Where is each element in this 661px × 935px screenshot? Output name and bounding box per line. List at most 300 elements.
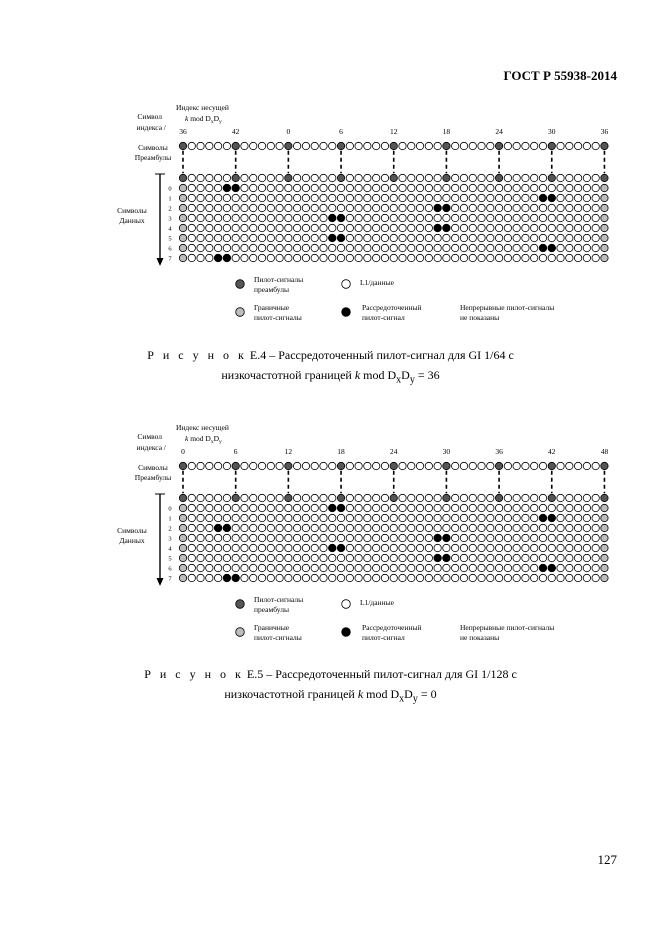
- data-cell: [408, 204, 415, 211]
- data-cell: [320, 254, 327, 261]
- data-cell: [250, 204, 257, 211]
- data-cell: [425, 254, 432, 261]
- figure-e5-caption-line1: [0, 664, 661, 684]
- formula-mod: mod D: [188, 434, 211, 443]
- data-cell: [504, 494, 511, 501]
- preamble-data-cell: [188, 462, 195, 469]
- data-cell: [451, 184, 458, 191]
- data-cell: [241, 554, 248, 561]
- data-cell: [311, 544, 318, 551]
- data-cell: [285, 564, 292, 571]
- data-cell: [346, 524, 353, 531]
- data-cell: [399, 504, 406, 511]
- edge-pilot-cell: [179, 554, 186, 561]
- preamble-pilot-cell: [285, 494, 292, 501]
- data-cell: [574, 174, 581, 181]
- data-cell: [399, 514, 406, 521]
- data-cell: [504, 574, 511, 581]
- legend-scattered-pilot-2: пилот-сигнал: [362, 313, 405, 322]
- data-cell: [539, 204, 546, 211]
- legend-preamble-pilots-2: преамбулы: [254, 605, 289, 614]
- legend-scattered-pilot-icon: [342, 628, 351, 637]
- data-cell: [478, 224, 485, 231]
- scattered-pilot-cell: [539, 194, 546, 201]
- data-cell: [574, 234, 581, 241]
- data-cell: [451, 524, 458, 531]
- edge-pilot-cell: [601, 204, 608, 211]
- data-cell: [390, 244, 397, 251]
- data-cell: [311, 514, 318, 521]
- data-cell: [460, 214, 467, 221]
- data-cell: [443, 184, 450, 191]
- scattered-pilot-cell: [329, 504, 336, 511]
- data-cell: [258, 234, 265, 241]
- data-cell: [302, 184, 309, 191]
- data-cell: [188, 524, 195, 531]
- edge-pilot-cell: [601, 504, 608, 511]
- data-cell: [548, 544, 555, 551]
- data-cell: [329, 204, 336, 211]
- carrier-index-title: Индекс несущей: [176, 103, 229, 112]
- data-cell: [451, 174, 458, 181]
- data-cell: [276, 174, 283, 181]
- symbol-index-label-2: индекса /: [136, 443, 166, 452]
- data-cell: [469, 564, 476, 571]
- data-cell: [399, 554, 406, 561]
- preamble-pilot-cell: [443, 142, 450, 149]
- data-cell: [478, 494, 485, 501]
- data-cell: [408, 544, 415, 551]
- data-cell: [592, 574, 599, 581]
- data-cell: [487, 204, 494, 211]
- data-cell: [583, 174, 590, 181]
- preamble-pilot-cell: [337, 462, 344, 469]
- data-cell: [355, 534, 362, 541]
- data-cell: [408, 504, 415, 511]
- scattered-pilot-cell: [337, 214, 344, 221]
- data-cell: [592, 254, 599, 261]
- data-cell: [293, 224, 300, 231]
- data-cell: [258, 254, 265, 261]
- data-cell: [302, 554, 309, 561]
- edge-pilot-cell: [179, 524, 186, 531]
- data-cell: [223, 174, 230, 181]
- preamble-data-cell: [416, 462, 423, 469]
- figure-e4-caption-line2: низкочастотной границей k mod $D_xD_y = 36$: [221, 368, 440, 386]
- data-cell: [557, 184, 564, 191]
- legend-preamble-pilot-icon: [236, 280, 245, 289]
- data-cell: [416, 214, 423, 221]
- data-cell: [408, 224, 415, 231]
- data-cell: [232, 214, 239, 221]
- preamble-data-cell: [206, 462, 213, 469]
- data-cell: [188, 214, 195, 221]
- data-cell: [504, 554, 511, 561]
- preamble-data-cell: [258, 142, 265, 149]
- data-cell: [214, 564, 221, 571]
- scattered-pilot-cell: [443, 554, 450, 561]
- scattered-pilot-cell: [548, 564, 555, 571]
- data-cell: [390, 544, 397, 551]
- preamble-data-cell: [214, 142, 221, 149]
- preamble-data-cell: [381, 142, 388, 149]
- caption-prefix: Р и с у н о к: [147, 348, 247, 362]
- data-cell: [197, 244, 204, 251]
- data-cell: [548, 534, 555, 541]
- data-cell: [425, 184, 432, 191]
- data-cell: [469, 184, 476, 191]
- data-cell: [197, 554, 204, 561]
- carrier-tick-label: 6: [339, 127, 343, 136]
- data-cell: [399, 214, 406, 221]
- preamble-data-cell: [478, 462, 485, 469]
- data-cell: [548, 224, 555, 231]
- data-cell: [320, 564, 327, 571]
- data-cell: [504, 504, 511, 511]
- formula-d: D: [213, 434, 220, 443]
- preamble-pilot-cell: [601, 142, 608, 149]
- data-cell: [197, 574, 204, 581]
- figure-e5-diagram: [0, 420, 661, 660]
- data-cell: [539, 224, 546, 231]
- data-cell: [434, 494, 441, 501]
- data-cell: [302, 494, 309, 501]
- preamble-data-cell: [566, 462, 573, 469]
- data-cell: [188, 494, 195, 501]
- data-cell: [364, 534, 371, 541]
- data-cell: [495, 554, 502, 561]
- data-cell: [399, 544, 406, 551]
- edge-pilot-cell: [179, 224, 186, 231]
- data-cell: [241, 574, 248, 581]
- row-tick-label: 6: [168, 565, 172, 573]
- caption-number: Е.5: [246, 667, 264, 681]
- data-cell: [276, 574, 283, 581]
- data-cell: [416, 254, 423, 261]
- preamble-data-cell: [583, 462, 590, 469]
- data-cell: [258, 214, 265, 221]
- data-cell: [346, 184, 353, 191]
- data-cell: [188, 174, 195, 181]
- edge-pilot-cell: [179, 504, 186, 511]
- data-cell: [434, 174, 441, 181]
- data-cell: [381, 244, 388, 251]
- data-cell: [223, 504, 230, 511]
- data-cell: [495, 534, 502, 541]
- row-tick-label: 4: [168, 545, 172, 553]
- carrier-tick-label: 18: [337, 447, 345, 456]
- preamble-pilot-cell: [548, 174, 555, 181]
- data-cell: [399, 254, 406, 261]
- data-cell: [372, 234, 379, 241]
- preamble-data-cell: [557, 462, 564, 469]
- preamble-data-cell: [504, 142, 511, 149]
- data-cell: [443, 514, 450, 521]
- edge-pilot-cell: [601, 524, 608, 531]
- data-cell: [522, 194, 529, 201]
- data-cell: [469, 504, 476, 511]
- data-cell: [390, 254, 397, 261]
- data-cell: [592, 224, 599, 231]
- data-cell: [574, 554, 581, 561]
- data-cell: [197, 214, 204, 221]
- data-cell: [311, 234, 318, 241]
- data-cell: [522, 554, 529, 561]
- data-cell: [574, 224, 581, 231]
- data-cell: [267, 574, 274, 581]
- preamble-data-cell: [425, 462, 432, 469]
- data-cell: [408, 534, 415, 541]
- data-cell: [574, 534, 581, 541]
- preamble-data-cell: [267, 462, 274, 469]
- data-cell: [355, 244, 362, 251]
- data-cell: [460, 574, 467, 581]
- data-cell: [241, 214, 248, 221]
- legend-preamble-pilots-2: преамбулы: [254, 285, 289, 294]
- data-cell: [293, 184, 300, 191]
- preamble-data-cell: [592, 462, 599, 469]
- data-cell: [566, 234, 573, 241]
- preamble-data-cell: [311, 462, 318, 469]
- data-cell: [416, 204, 423, 211]
- data-cell: [214, 494, 221, 501]
- data-cell: [337, 244, 344, 251]
- data-cell: [504, 564, 511, 571]
- data-cell: [232, 244, 239, 251]
- data-cell: [425, 534, 432, 541]
- data-cell: [469, 174, 476, 181]
- edge-pilot-cell: [179, 254, 186, 261]
- data-cell: [504, 194, 511, 201]
- data-cell: [302, 524, 309, 531]
- data-cell: [478, 554, 485, 561]
- data-cell: [311, 224, 318, 231]
- data-cell: [241, 564, 248, 571]
- data-cell: [188, 194, 195, 201]
- data-cell: [206, 544, 213, 551]
- arrow-head-icon: [157, 258, 164, 266]
- data-cell: [276, 254, 283, 261]
- data-cell: [531, 564, 538, 571]
- carrier-tick-label: 36: [179, 127, 187, 136]
- preamble-pilot-cell: [390, 174, 397, 181]
- data-cell: [504, 254, 511, 261]
- data-cell: [206, 204, 213, 211]
- data-cell: [566, 184, 573, 191]
- preamble-data-cell: [293, 462, 300, 469]
- figure-e4-caption: [0, 345, 661, 390]
- data-cell: [399, 184, 406, 191]
- data-cell: [267, 504, 274, 511]
- preamble-data-cell: [267, 142, 274, 149]
- data-cell: [267, 254, 274, 261]
- scattered-pilot-cell: [329, 234, 336, 241]
- data-cell: [206, 224, 213, 231]
- edge-pilot-cell: [601, 544, 608, 551]
- data-cell: [583, 514, 590, 521]
- scattered-pilot-cell: [443, 224, 450, 231]
- data-cell: [320, 204, 327, 211]
- data-cell: [293, 504, 300, 511]
- data-cell: [548, 214, 555, 221]
- edge-pilot-cell: [179, 544, 186, 551]
- data-cell: [425, 574, 432, 581]
- formula-sub-y: y: [219, 439, 222, 445]
- preamble-pilot-cell: [285, 174, 292, 181]
- data-cell: [346, 214, 353, 221]
- edge-pilot-cell: [601, 254, 608, 261]
- data-cell: [355, 204, 362, 211]
- carrier-tick-label: 0: [181, 447, 185, 456]
- data-cell: [513, 224, 520, 231]
- row-tick-label: 7: [168, 575, 172, 583]
- data-cell: [302, 564, 309, 571]
- data-cell: [539, 574, 546, 581]
- edge-pilot-cell: [179, 244, 186, 251]
- data-cell: [232, 194, 239, 201]
- preamble-pilot-cell: [285, 462, 292, 469]
- data-cell: [469, 534, 476, 541]
- data-cell: [364, 564, 371, 571]
- data-cell: [592, 494, 599, 501]
- data-cell: [381, 534, 388, 541]
- data-cell: [258, 544, 265, 551]
- data-cell: [302, 224, 309, 231]
- data-cell: [320, 504, 327, 511]
- data-cell: [364, 524, 371, 531]
- data-cell: [337, 204, 344, 211]
- data-cell: [346, 234, 353, 241]
- scattered-pilot-cell: [337, 544, 344, 551]
- data-cell: [495, 564, 502, 571]
- data-cell: [285, 254, 292, 261]
- data-cell: [372, 504, 379, 511]
- data-cell: [293, 524, 300, 531]
- data-cell: [557, 534, 564, 541]
- data-cell: [539, 234, 546, 241]
- data-cell: [293, 494, 300, 501]
- data-cell: [258, 174, 265, 181]
- data-cell: [223, 494, 230, 501]
- data-cell: [531, 524, 538, 531]
- data-cell: [390, 234, 397, 241]
- data-cell: [381, 544, 388, 551]
- data-cell: [425, 204, 432, 211]
- data-cell: [285, 504, 292, 511]
- edge-pilot-cell: [601, 514, 608, 521]
- formula-sub-x: x: [210, 119, 214, 125]
- data-cell: [513, 214, 520, 221]
- data-cell: [372, 544, 379, 551]
- data-cell: [425, 524, 432, 531]
- data-cell: [250, 234, 257, 241]
- data-cell: [311, 244, 318, 251]
- data-cell: [258, 184, 265, 191]
- data-cell: [364, 254, 371, 261]
- data-cell: [539, 554, 546, 561]
- preamble-data-cell: [574, 462, 581, 469]
- data-cell: [451, 234, 458, 241]
- data-cell: [267, 564, 274, 571]
- data-cell: [504, 524, 511, 531]
- preamble-pilot-cell: [495, 174, 502, 181]
- data-cell: [311, 554, 318, 561]
- preamble-data-cell: [311, 142, 318, 149]
- data-cell: [416, 524, 423, 531]
- data-cell: [548, 234, 555, 241]
- data-cell: [451, 564, 458, 571]
- data-cell: [487, 234, 494, 241]
- data-cell: [513, 544, 520, 551]
- scattered-pilot-cell: [548, 194, 555, 201]
- data-cell: [337, 564, 344, 571]
- preamble-pilot-cell: [443, 462, 450, 469]
- data-cell: [522, 244, 529, 251]
- data-cell: [469, 244, 476, 251]
- data-cell: [241, 224, 248, 231]
- data-cell: [390, 564, 397, 571]
- data-cell: [302, 234, 309, 241]
- preamble-data-cell: [329, 142, 336, 149]
- data-cell: [293, 174, 300, 181]
- preamble-data-cell: [469, 142, 476, 149]
- data-cell: [592, 204, 599, 211]
- data-cell: [206, 524, 213, 531]
- preamble-data-cell: [408, 142, 415, 149]
- data-cell: [425, 504, 432, 511]
- preamble-pilot-cell: [601, 494, 608, 501]
- data-cell: [443, 214, 450, 221]
- data-cell: [206, 214, 213, 221]
- data-cell: [566, 524, 573, 531]
- data-cell: [592, 244, 599, 251]
- preamble-data-cell: [346, 462, 353, 469]
- preamble-data-cell: [399, 142, 406, 149]
- preamble-pilot-cell: [390, 142, 397, 149]
- carrier-tick-label: 42: [548, 447, 556, 456]
- data-cell: [469, 514, 476, 521]
- data-cell: [381, 224, 388, 231]
- data-cell: [539, 544, 546, 551]
- data-cell: [478, 504, 485, 511]
- data-cell: [311, 574, 318, 581]
- data-cell: [478, 254, 485, 261]
- data-cell: [197, 204, 204, 211]
- row-tick-label: 1: [168, 515, 172, 523]
- data-cell: [460, 204, 467, 211]
- data-cell: [293, 554, 300, 561]
- data-cell: [232, 564, 239, 571]
- preamble-pilot-cell: [495, 494, 502, 501]
- data-cell: [443, 564, 450, 571]
- data-cell: [206, 244, 213, 251]
- data-cell: [513, 184, 520, 191]
- row-tick-label: 0: [168, 505, 172, 513]
- preamble-pilot-cell: [601, 462, 608, 469]
- data-cell: [276, 564, 283, 571]
- data-cell: [223, 244, 230, 251]
- caption-number: Е.4: [249, 348, 267, 362]
- data-cell: [311, 184, 318, 191]
- scattered-pilot-cell: [337, 504, 344, 511]
- data-cell: [460, 254, 467, 261]
- symbol-index-label: Символ: [137, 112, 162, 121]
- preamble-data-cell: [434, 142, 441, 149]
- data-cell: [557, 564, 564, 571]
- data-cell: [451, 204, 458, 211]
- scattered-pilot-cell: [329, 544, 336, 551]
- carrier-tick-label: 30: [442, 447, 451, 456]
